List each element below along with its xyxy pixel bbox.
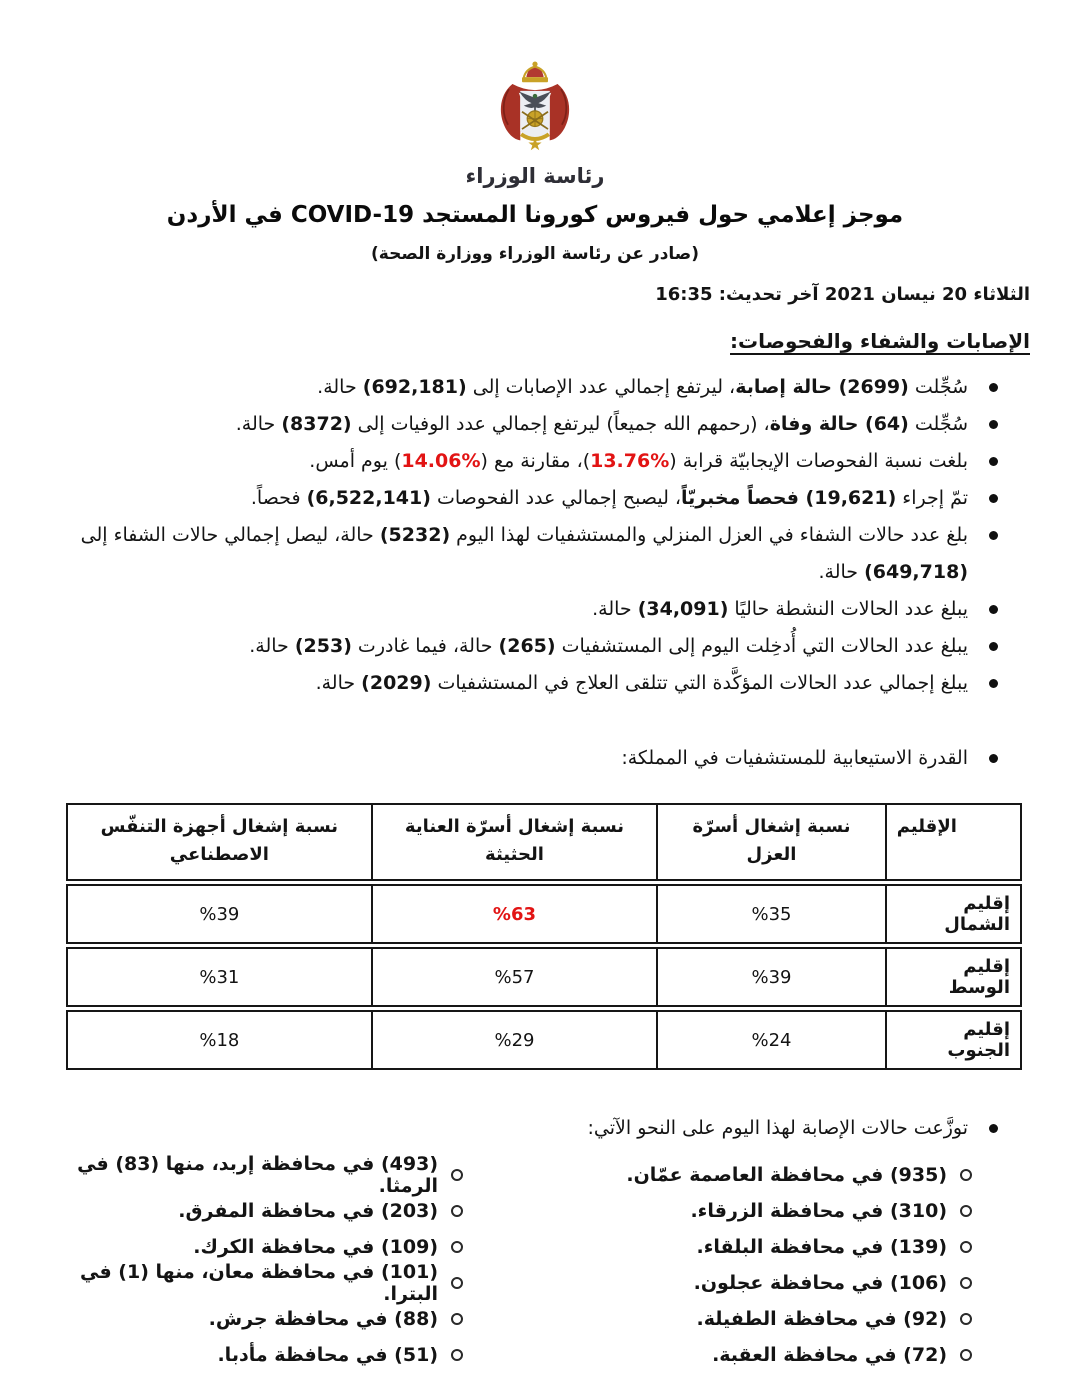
date-line: الثلاثاء 20 نيسان 2021 آخر تحديث: 16:35 — [655, 284, 1030, 305]
governorate-case-item — [535, 1265, 1030, 1301]
bullet-text-segment: ، ليصبح إجمالي عدد الفحوصات — [430, 487, 682, 509]
governorate-case-text: (310) في محافظة الزرقاء. — [690, 1200, 947, 1222]
region-name-cell: إقليم الجنوب — [947, 1019, 1010, 1061]
governorate-case-text: (139) في محافظة البلقاء. — [696, 1236, 947, 1258]
bullet-text-segment: فحصاً. — [250, 487, 307, 509]
circle-bullet-icon — [960, 1241, 972, 1253]
stat-bullet — [40, 443, 1030, 480]
governorate-case-text: (106) في محافظة عجلون. — [693, 1272, 947, 1294]
bullet-text-segment: (692,181) — [362, 376, 467, 398]
distribution-column-right — [535, 1157, 1030, 1373]
governorate-case-item — [535, 1337, 1030, 1373]
governorate-case-item — [40, 1337, 535, 1373]
bullet-text-segment: سُجِّلت — [908, 376, 968, 398]
bullet-text-segment: ) يوم أمس. — [309, 450, 402, 472]
governorate-case-text: (72) في محافظة العقبة. — [712, 1344, 947, 1366]
capacity-intro-bullet: القدرة الاستيعابية للمستشفيات في المملكة: — [40, 740, 1030, 777]
bullet-text-segment: (19,621) فحصاً مخبريّاً — [681, 487, 897, 509]
governorate-case-item — [535, 1157, 1030, 1193]
capacity-table-row — [66, 1010, 1022, 1070]
bullet-text-segment: (6,522,141) — [306, 487, 431, 509]
occupancy-value-cell: %29 — [373, 1012, 659, 1068]
occupancy-value-cell: %39 — [658, 949, 886, 1005]
bullet-text-segment: (34,091) — [637, 598, 729, 620]
capacity-column-header: نسبة إشغال أجهزة التنفّس الاصطناعي — [68, 805, 373, 879]
bullet-text-segment: حالة، فيما غادرت — [351, 635, 499, 657]
stat-bullet — [40, 369, 1030, 406]
capacity-column-header: نسبة إشغال أسرّة العزل — [658, 805, 886, 879]
bullet-text-segment: (649,718) — [864, 561, 968, 583]
governorate-case-text: (101) في محافظة معان، منها (1) في البترا. — [80, 1261, 438, 1305]
capacity-table-row — [66, 947, 1022, 1007]
bullet-text-segment: %14.06 — [401, 450, 481, 472]
bullet-text-segment: (8372) — [281, 413, 352, 435]
coat-of-arms-icon — [483, 58, 587, 162]
circle-bullet-icon — [451, 1313, 463, 1325]
governorate-case-item — [40, 1229, 535, 1265]
bullet-text-segment: %13.76 — [590, 450, 670, 472]
bullet-text-segment: (2029) — [361, 672, 432, 694]
bullet-text-segment: سُجِّلت — [908, 413, 968, 435]
bullet-text-segment: تمّ إجراء — [896, 487, 968, 509]
bullet-text-segment: يبلغ عدد الحالات النشطة حاليًا — [728, 598, 968, 620]
capacity-column-header: الإقليم — [896, 816, 957, 837]
stat-bullet — [40, 665, 1030, 702]
occupancy-value-cell: %39 — [68, 886, 373, 942]
bullet-text-segment: بلغ عدد حالات الشفاء في العزل المنزلي والمستشفيات لهذا اليوم — [450, 524, 968, 546]
governorate-case-item — [535, 1301, 1030, 1337]
bullet-text-segment: بلغت نسبة الفحوصات الإيجابيّة قرابة ( — [669, 450, 968, 472]
governorate-case-text: (88) في محافظة جرش. — [208, 1308, 438, 1330]
document-subtitle: (صادر عن رئاسة الوزراء ووزارة الصحة) — [371, 244, 699, 264]
region-name-cell: إقليم الوسط — [948, 956, 1010, 998]
stat-bullet — [40, 480, 1030, 517]
capacity-table-row — [66, 884, 1022, 944]
bullet-text-segment: (253) — [294, 635, 352, 657]
governorate-case-item — [40, 1193, 535, 1229]
stat-bullet — [40, 591, 1030, 628]
bullet-text-segment: ، ليرتفع إجمالي عدد الإصابات إلى — [466, 376, 736, 398]
governorate-case-item — [40, 1301, 535, 1337]
occupancy-value-cell: %31 — [68, 949, 373, 1005]
logo-caption: رئاسة الوزراء — [465, 164, 605, 188]
distribution-intro-bullet: توزَّعت حالات الإصابة لهذا اليوم على النحو الآتي: — [40, 1110, 1030, 1147]
stats-bullet-list — [40, 369, 1030, 702]
section-title-cases: الإصابات والشفاء والفحوصات: — [730, 329, 1030, 353]
bullet-text-segment: يبلغ عدد الحالات التي أُدخِلت اليوم إلى المستشفيات — [555, 635, 968, 657]
document-title: موجز إعلامي حول فيروس كورونا المستجد COVID-19 في الأردن — [166, 202, 904, 228]
circle-bullet-icon — [960, 1349, 972, 1361]
stat-bullet — [40, 628, 1030, 665]
bullet-text-segment: حالة. — [818, 561, 865, 583]
occupancy-value-cell: %18 — [68, 1012, 373, 1068]
document-header — [40, 58, 1030, 305]
bullet-text-segment: حالة. — [235, 413, 282, 435]
circle-bullet-icon — [451, 1205, 463, 1217]
occupancy-value-cell: %24 — [658, 1012, 886, 1068]
bullet-text-segment: يبلغ إجمالي عدد الحالات المؤكَّدة التي تتلقى العلاج في المستشفيات — [431, 672, 968, 694]
distribution-column-left — [40, 1153, 535, 1373]
circle-bullet-icon — [960, 1169, 972, 1181]
governorate-case-text: (935) في محافظة العاصمة عمّان. — [626, 1164, 947, 1186]
governorate-case-text: (493) في محافظة إربد، منها (83) في الرمثا. — [77, 1153, 438, 1197]
distribution-columns — [40, 1153, 1030, 1373]
circle-bullet-icon — [451, 1349, 463, 1361]
jordan-coat-of-arms-logo — [40, 58, 1030, 188]
capacity-table-header-row — [66, 803, 1022, 881]
stat-bullet — [40, 406, 1030, 443]
bullet-text-segment: (265) — [498, 635, 556, 657]
governorate-case-item — [535, 1193, 1030, 1229]
circle-bullet-icon — [960, 1205, 972, 1217]
bullet-text-segment: حالة. — [592, 598, 638, 620]
occupancy-value-cell: %63 — [373, 886, 659, 942]
bullet-text-segment: ، (رحمهم الله جميعاً) ليرتفع إجمالي عدد الوفيات إلى — [351, 413, 770, 435]
bullet-text-segment: حالة. — [317, 376, 363, 398]
hospital-capacity-table — [66, 803, 1022, 1070]
governorate-case-item — [40, 1261, 535, 1305]
bullet-text-segment: حالة، ليصل إجمالي حالات الشفاء إلى — [80, 524, 380, 546]
governorate-case-text: (51) في محافظة مأدبا. — [217, 1344, 438, 1366]
occupancy-value-cell: %35 — [658, 886, 886, 942]
bullet-text-segment: حالة. — [249, 635, 295, 657]
circle-bullet-icon — [451, 1277, 463, 1289]
governorate-case-text: (109) في محافظة الكرك. — [193, 1236, 438, 1258]
region-name-cell: إقليم الشمال — [944, 893, 1010, 935]
stat-bullet — [40, 517, 1030, 591]
governorate-case-item — [535, 1229, 1030, 1265]
circle-bullet-icon — [960, 1313, 972, 1325]
circle-bullet-icon — [451, 1169, 463, 1181]
bullet-text-segment: )، مقارنة مع ( — [480, 450, 591, 472]
occupancy-value-cell: %57 — [373, 949, 659, 1005]
bullet-text-segment: (2699) حالة إصابة — [735, 376, 909, 398]
capacity-column-header: نسبة إشغال أسرّة العناية الحثيثة — [373, 805, 659, 879]
governorate-case-text: (92) في محافظة الطفيلة. — [696, 1308, 947, 1330]
circle-bullet-icon — [451, 1241, 463, 1253]
bullet-text-segment: حالة. — [315, 672, 362, 694]
governorate-case-item — [40, 1153, 535, 1197]
bullet-text-segment: (64) حالة وفاة — [769, 413, 909, 435]
circle-bullet-icon — [960, 1277, 972, 1289]
governorate-case-text: (203) في محافظة المفرق. — [178, 1200, 438, 1222]
bullet-text-segment: (5232) — [379, 524, 451, 546]
